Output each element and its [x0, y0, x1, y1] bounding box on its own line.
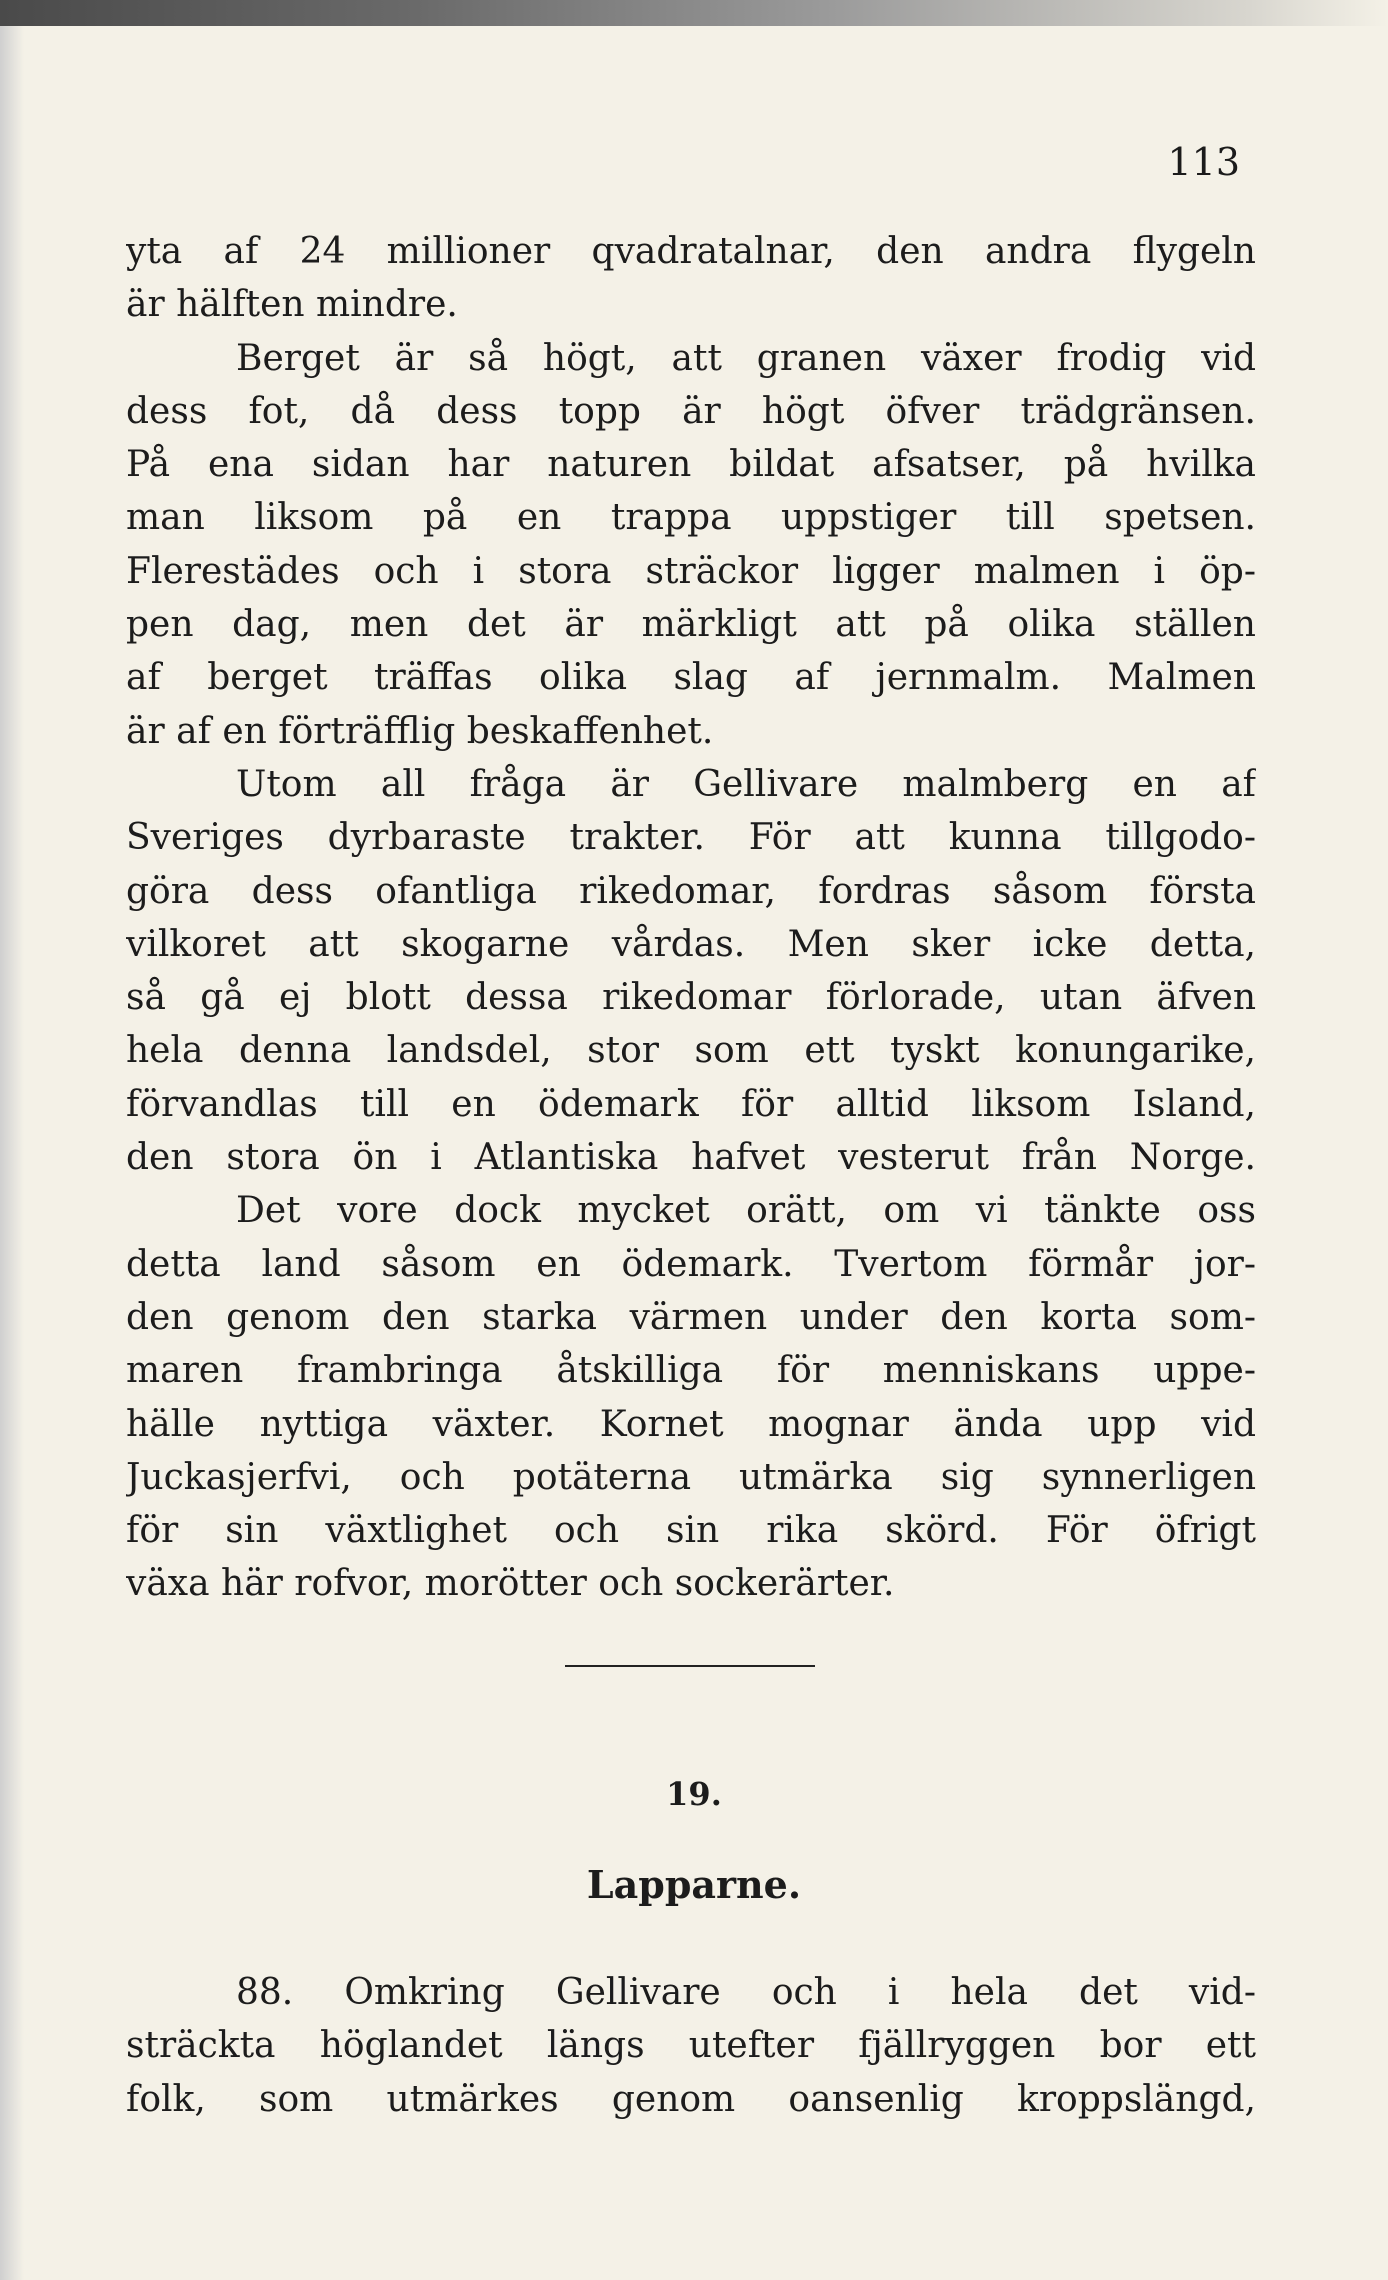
text-line: pen dag, men det är märkligt att på olika ställen [126, 604, 1256, 646]
text-line: för sin växtlighet och sin rika skörd. För öfrigt [126, 1510, 1256, 1552]
text-line: af berget träffas olika slag af jernmalm. Malmen [126, 657, 1256, 699]
section-number: 19. [666, 1775, 722, 1813]
page-number: 113 [1167, 140, 1240, 184]
text-line: är af en förträfflig beskaffenhet. [126, 710, 714, 752]
text-line: sträckta höglandet längs utefter fjällryggen bor ett [126, 2025, 1256, 2067]
text-line: hela denna landsdel, stor som ett tyskt konungarike, [126, 1030, 1256, 1072]
text-line: göra dess ofantliga rikedomar, fordras såsom första [126, 870, 1256, 912]
paragraph-block-2 [126, 1966, 1256, 2126]
text-line: yta af 24 millioner qvadratalnar, den andra flygeln [126, 231, 1256, 272]
text-line: Juckasjerfvi, och potäterna utmärka sig synnerligen [126, 1456, 1256, 1498]
page-top-edge [0, 0, 1388, 26]
text-line: växa här rofvor, morötter och sockerärter. [126, 1563, 895, 1605]
text-line: maren frambringa åtskilliga för menniskans uppe- [126, 1350, 1256, 1392]
text-line: hälle nyttiga växter. Kornet mognar ända upp vid [126, 1403, 1256, 1445]
text-line: vilkoret att skogarne vårdas. Men sker icke detta, [126, 923, 1256, 965]
text-line: så gå ej blott dessa rikedomar förlorade, utan äfven [126, 977, 1256, 1019]
paragraph-block-1 [126, 225, 1256, 1611]
text-line: man liksom på en trappa uppstiger till spetsen. [126, 497, 1256, 539]
page-left-edge [0, 0, 24, 2280]
text-line: förvandlas till en ödemark för alltid liksom Island, [126, 1083, 1256, 1125]
text-line: dess fot, då dess topp är högt öfver trädgränsen. [126, 390, 1256, 432]
text-line: den stora ön i Atlantiska hafvet vesterut från Norge. [126, 1137, 1256, 1179]
text-line: den genom den starka värmen under den korta som- [126, 1296, 1256, 1338]
text-line: På ena sidan har naturen bildat afsatser, på hvilka [126, 444, 1256, 486]
text-line: Det vore dock mycket orätt, om vi tänkte oss [236, 1190, 1256, 1232]
section-title: Lapparne. [586, 1862, 802, 1907]
text-line: detta land såsom en ödemark. Tvertom förmår jor- [126, 1243, 1256, 1285]
text-line: folk, som utmärkes genom oansenlig kroppslängd, [126, 2078, 1256, 2120]
text-line: Utom all fråga är Gellivare malmberg en af [236, 763, 1256, 805]
text-line: Berget är så högt, att granen växer frodig vid [236, 337, 1256, 379]
text-line: är hälften mindre. [126, 284, 458, 326]
text-line: Flerestädes och i stora sträckor ligger malmen i öp- [126, 550, 1256, 592]
text-line: 88. Omkring Gellivare och i hela det vid- [236, 1972, 1256, 2013]
section-divider [565, 1665, 815, 1667]
text-line: Sveriges dyrbaraste trakter. För att kunna tillgodo- [126, 817, 1256, 859]
